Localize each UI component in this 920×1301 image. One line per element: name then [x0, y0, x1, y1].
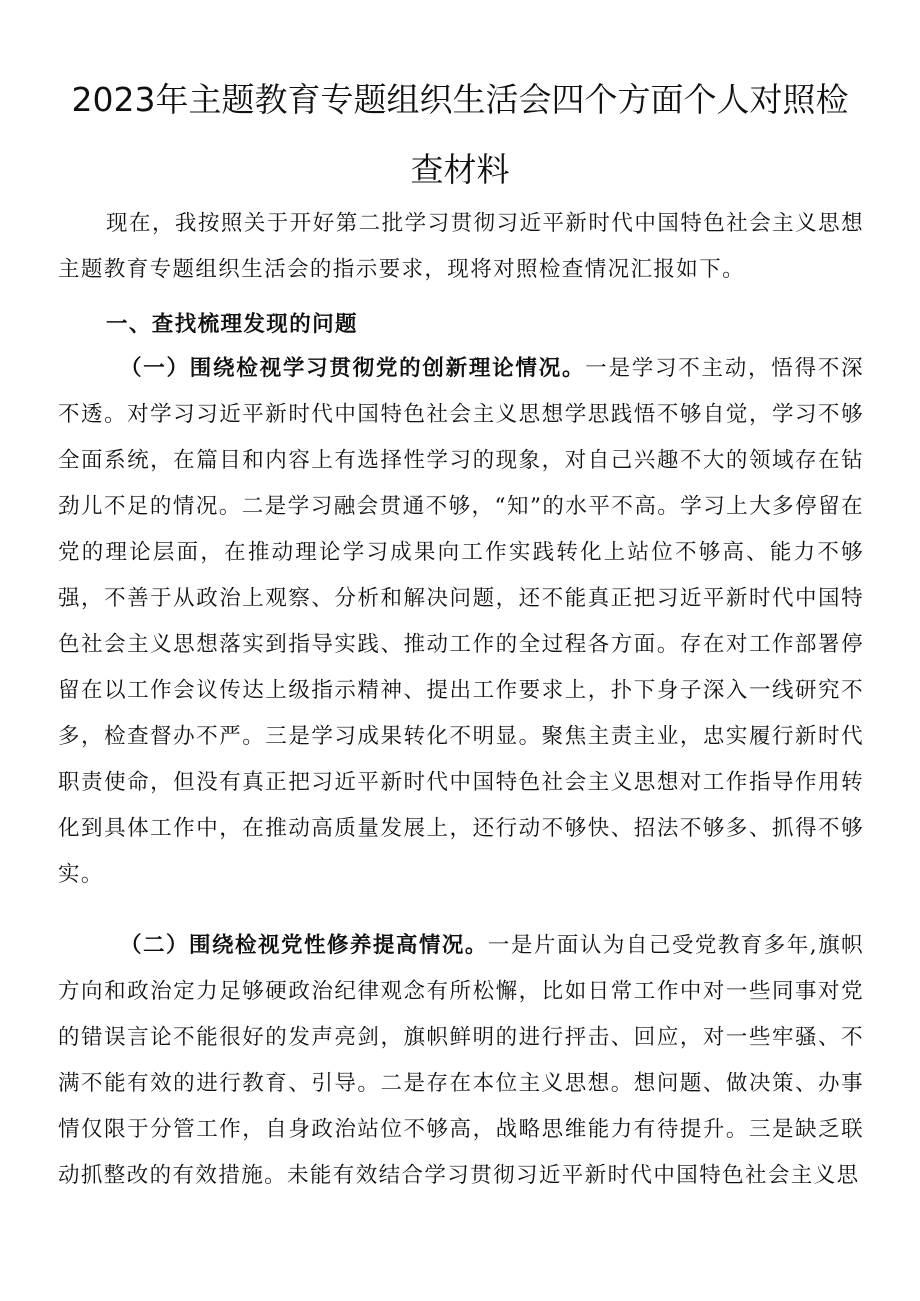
section-1-paragraph — [58, 346, 864, 898]
section-1-text: 一是学习不主动，悟得不深不透。对学习习近平新时代中国特色社会主义思想学思践悟不够自觉，学习不够全面系统，在篇目和内容上有选择性学习的现象，对自己兴趣不大的领域存在钻劲儿不足的情况。二是学习融会贯通不够，“知”的水平不高。学习上大多停留在党的理论层面，在推动理论学习成果向工作实践转化上站位不够高、能力不够强，不善于从政治上观察、分析和解决问题，还不能真正把习近平新时代中国特色社会主义思想落实到指导实践、推动工作的全过程各方面。存在对工作部署停留在以工作会议传达上级指示精神、提出工作要求上，扑下身子深入一线研究不多，检查督办不严。三是学习成果转化不明显。聚焦主责主业，忠实履行新时代职责使命，但没有真正把习近平新时代中国特色社会主义思想对工作指导作用转化到具体工作中，在推动高质量发展上，还行动不够快、招法不够多、抓得不够实。 — [58, 356, 864, 887]
document-title-line-2: 查材料 — [410, 150, 510, 189]
intro-paragraph: 现在，我按照关于开好第二批学习贯彻习近平新时代中国特色社会主义思想主题教育专题组织生活会的指示要求，现将对照检查情况汇报如下。 — [58, 211, 864, 282]
section-2-text: 一是片面认为自己受党教育多年,旗帜方向和政治定力足够硬政治纪律观念有所松懈，比如日常工作中对一些同事对党的错误言论不能很好的发声亮剑，旗帜鲜明的进行抨击、回应，对一些牢骚、不满不能有效的进行教育、引导。二是存在本位主义思想。想问题、做决策、办事情仅限于分管工作，自身政治站位不够高，战略思维能力有待提升。三是缺乏联动抓整改的有效措施。未能有效结合学习贯彻习近平新时代中国特色社会主义思 — [58, 933, 865, 1188]
section-heading-1: 一、查找梳理发现的问题 — [106, 312, 358, 337]
document-title-line-1: 2023年主题教育专题组织生活会四个方面个人对照检 — [71, 80, 849, 119]
section-2-lead: （二）围绕检视党性修养提高情况。 — [120, 933, 488, 958]
section-1-lead: （一）围绕检视学习贯彻党的创新理论情况。 — [120, 356, 586, 381]
section-2-paragraph — [58, 923, 864, 1199]
